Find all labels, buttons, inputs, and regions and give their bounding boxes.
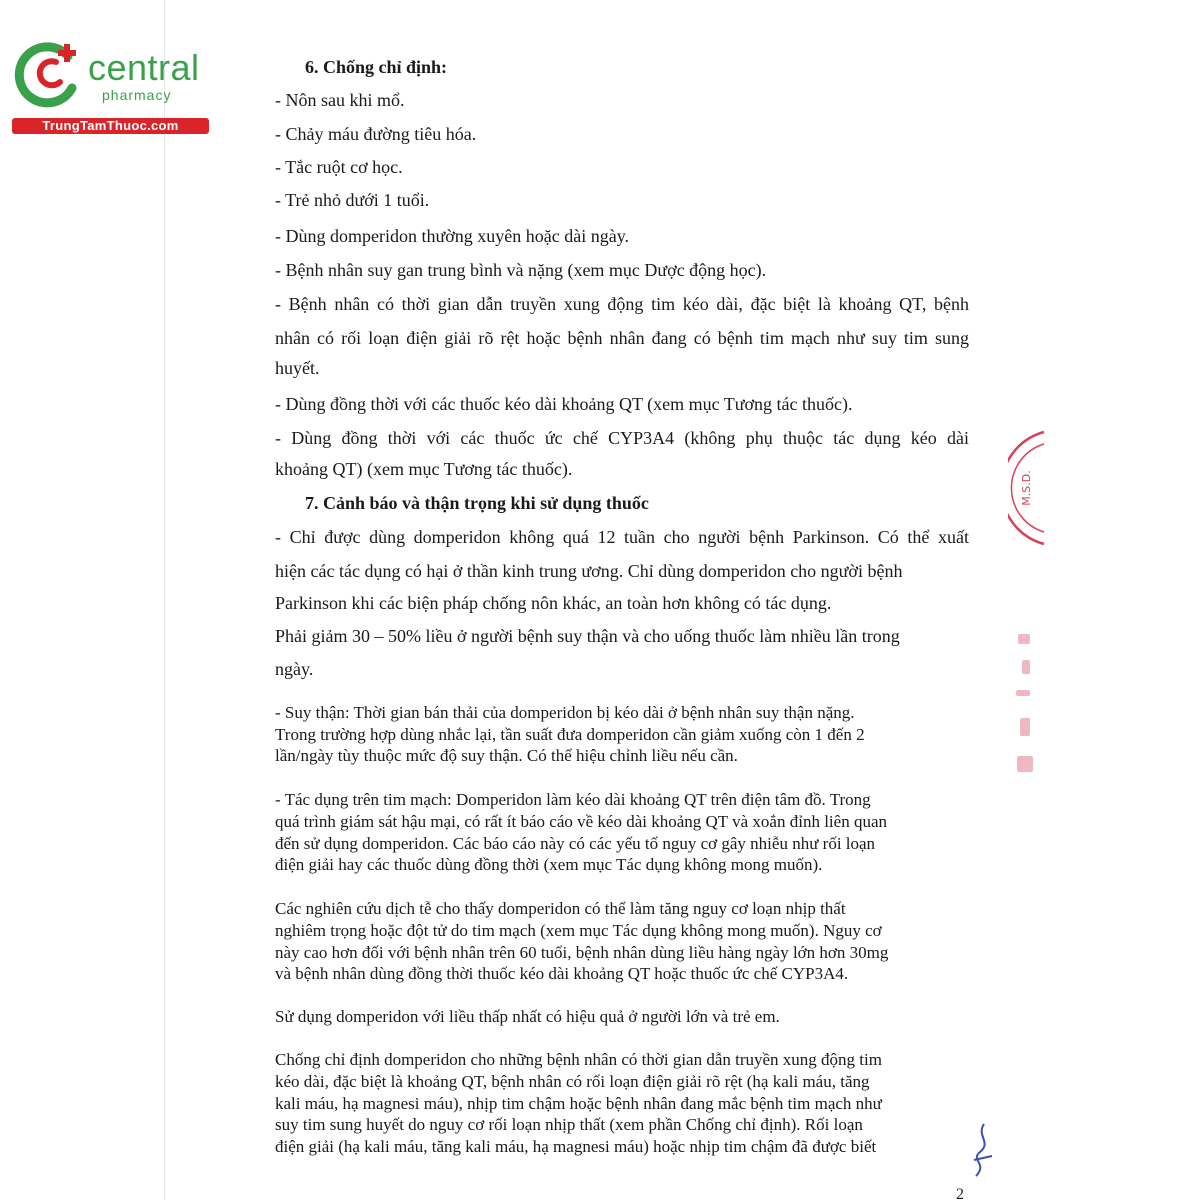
cardio-paragraph-line: quá trình giám sát hậu mại, có rất ít báo cáo về kéo dài khoảng QT và xoắn đỉnh liên quan — [275, 812, 887, 831]
pharmacy-cross-icon — [10, 36, 86, 112]
lowest-dose-paragraph: Sử dụng domperidon với liều thấp nhất có hiệu quả ở người lớn và trẻ em. — [275, 1007, 780, 1026]
contra-paragraph-line: suy tim sung huyết do nguy cơ rối loạn nhịp thất (xem phần Chống chỉ định). Rối loạn — [275, 1115, 863, 1134]
contraindication-line: - Nôn sau khi mổ. — [275, 90, 405, 110]
contra-paragraph-line: điện giải (hạ kali máu, tăng kali máu, hạ magnesi máu) hoặc nhịp tim chậm đã được biết — [275, 1137, 877, 1156]
section-7-heading: 7. Cảnh báo và thận trọng khi sử dụng thuốc — [305, 493, 649, 513]
logo-website: TrungTamThuoc.com — [12, 118, 209, 134]
warning-line: Phải giảm 30 – 50% liều ở người bệnh suy thận và cho uống thuốc làm nhiều lần trong — [275, 626, 900, 646]
contra-paragraph-line: Chống chỉ định domperidon cho những bệnh nhân có thời gian dẫn truyền xung động tim — [275, 1050, 882, 1069]
page-edge — [164, 0, 165, 1200]
warning-line: Parkinson khi các biện pháp chống nôn khác, an toàn hơn không có tác dụng. — [275, 593, 832, 613]
cardio-paragraph-line: đến sử dụng domperidon. Các báo cáo này có các yếu tố nguy cơ gây nhiễu như rối loạn — [275, 834, 876, 853]
epidemiology-paragraph-line: và bệnh nhân dùng đồng thời thuốc kéo dài khoảng QT hoặc thuốc ức chế CYP3A4. — [275, 964, 849, 983]
warning-line: - Chỉ được dùng domperidon không quá 12 tuần cho người bệnh Parkinson. Có thể xuất — [275, 527, 969, 547]
contra-paragraph-line: kali máu, hạ magnesi máu), nhịp tim chậm hoặc bệnh nhân đang mắc bệnh tim mạch như — [275, 1094, 882, 1113]
page-number: 2 — [956, 1186, 964, 1203]
logo-brand-name: central — [88, 47, 200, 88]
central-pharmacy-logo — [10, 36, 215, 136]
contraindication-line: - Dùng đồng thời với các thuốc ức chế CYP3A4 (không phụ thuộc tác dụng kéo dài — [275, 428, 969, 448]
contraindication-line: khoảng QT) (xem mục Tương tác thuốc). — [275, 459, 573, 479]
contraindication-line: nhân có rối loạn điện giải rõ rệt hoặc bệnh nhân đang có bệnh tim mạch như suy tim sung — [275, 328, 969, 348]
contraindication-line: - Dùng domperidon thường xuyên hoặc dài ngày. — [275, 226, 630, 246]
warning-line: hiện các tác dụng có hại ở thần kinh trung ương. Chỉ dùng domperidon cho người bệnh — [275, 561, 903, 581]
epidemiology-paragraph-line: Các nghiên cứu dịch tễ cho thấy domperidon có thể làm tăng nguy cơ loạn nhịp thất — [275, 899, 846, 918]
renal-paragraph-line: - Suy thận: Thời gian bán thải của domperidon bị kéo dài ở bệnh nhân suy thận nặng. — [275, 703, 855, 722]
faint-stamp-mark — [1012, 630, 1038, 780]
contraindication-line: - Bệnh nhân suy gan trung bình và nặng (xem mục Dược động học). — [275, 260, 767, 280]
contraindication-line: - Chảy máu đường tiêu hóa. — [275, 124, 477, 144]
contraindication-line: - Tắc ruột cơ học. — [275, 157, 403, 177]
renal-paragraph-line: Trong trường hợp dùng nhắc lại, tần suất đưa domperidon cần giảm xuống còn 1 đến 2 — [275, 725, 865, 744]
epidemiology-paragraph-line: này cao hơn đối với bệnh nhân trên 60 tuổi, bệnh nhân dùng liều hàng ngày lớn hơn 30mg — [275, 943, 889, 962]
renal-paragraph-line: lần/ngày tùy thuộc mức độ suy thận. Có thể hiệu chỉnh liều nếu cần. — [275, 746, 738, 765]
contra-paragraph-line: kéo dài, đặc biệt là khoảng QT, bệnh nhân có rối loạn điện giải rõ rệt (hạ kali máu, tăng — [275, 1072, 870, 1091]
svg-text:M.S.D.: M.S.D. — [1020, 470, 1033, 506]
cardio-paragraph-line: điện giải hay các thuốc dùng đồng thời (xem mục Tác dụng không mong muốn). — [275, 855, 823, 874]
contraindication-line: - Dùng đồng thời với các thuốc kéo dài khoảng QT (xem mục Tương tác thuốc). — [275, 394, 853, 414]
contraindication-line: - Trẻ nhỏ dưới 1 tuổi. — [275, 190, 430, 210]
section-6-heading: 6. Chống chỉ định: — [305, 57, 448, 77]
signature-mark — [962, 1120, 1002, 1180]
cardio-paragraph-line: - Tác dụng trên tim mạch: Domperidon làm kéo dài khoảng QT trên điện tâm đồ. Trong — [275, 790, 871, 809]
contraindication-line: - Bệnh nhân có thời gian dẫn truyền xung động tim kéo dài, đặc biệt là khoảng QT, bệnh — [275, 294, 969, 314]
contraindication-line: huyết. — [275, 358, 320, 378]
epidemiology-paragraph-line: nghiêm trọng hoặc đột tử do tim mạch (xem mục Tác dụng không mong muốn). Nguy cơ — [275, 921, 882, 940]
red-stamp-seal — [1008, 428, 1048, 548]
logo-brand-sub: pharmacy — [102, 87, 172, 103]
warning-line: ngày. — [275, 659, 314, 679]
